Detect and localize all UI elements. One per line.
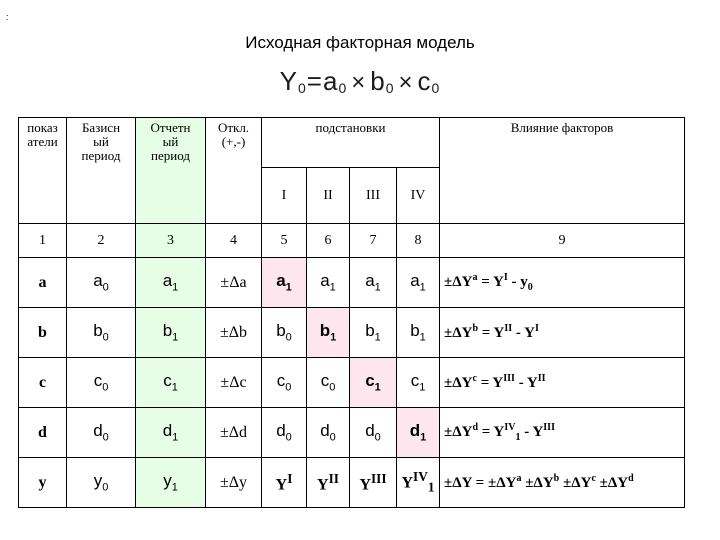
header-influence: Влияние факторов [440,118,685,224]
formula-eq: = [306,66,323,96]
indicator-name: c [19,358,67,408]
col-number: 8 [397,224,440,258]
subst-col-i: I [262,168,307,224]
formula-y: Y [279,66,298,96]
subst-ii: $c_0$ [307,358,350,408]
indicator-name: a [19,258,67,308]
report-value: $y_1$ [136,458,206,508]
subst-iii: $Y^{III}$ [350,458,397,508]
influence-formula: $\pm\Delta Y = \pm\Delta Y^a \pm\Delta Y^b \pm\Delta Y^c \pm\Delta Y^d$ [440,458,685,508]
formula-b: b [370,66,386,96]
indicator-name: d [19,408,67,458]
base-value: $c_0$ [67,358,136,408]
base-value: $b_0$ [67,308,136,358]
table-row [19,358,685,408]
subst-ii: $a_1$ [307,258,350,308]
subst-i: $Y^I$ [262,458,307,508]
col-number: 3 [136,224,206,258]
col-number: 7 [350,224,397,258]
formula-c: c [417,66,432,96]
deviation-value: ±Δc [206,358,262,408]
col-number: 1 [19,224,67,258]
indicator-name: y [19,458,67,508]
col-number: 4 [206,224,262,258]
formula-a: a [322,66,339,96]
subst-i: $d_0$ [262,408,307,458]
header-indicators: показ атели [19,118,67,224]
subst-col-iii: III [350,168,397,224]
subst-i: $c_0$ [262,358,307,408]
header-base-period: Базисн ый период [67,118,136,224]
col-number: 2 [67,224,136,258]
report-value: $a_1$ [136,258,206,308]
subst-iv: $b_1$ [397,308,440,358]
influence-formula: $\pm\Delta Y^b = Y^{II} - Y^I$ [440,308,685,358]
subst-col-iv: IV [397,168,440,224]
subst-col-ii: II [307,168,350,224]
table-row [19,408,685,458]
header-substitutions: подстановки [262,118,440,168]
base-value: $d_0$ [67,408,136,458]
header-report-period: Отчетн ый период [136,118,206,224]
deviation-value: ±Δy [206,458,262,508]
subst-ii: $b_1$ [307,308,350,358]
formula-times-1: × [351,69,367,96]
subst-iii: $d_0$ [350,408,397,458]
formula-c-sub: 0 [431,80,441,96]
col-number: 5 [262,224,307,258]
formula-times-2: × [398,69,414,96]
base-value: $y_0$ [67,458,136,508]
subst-iii: $c_1$ [350,358,397,408]
page-title: Исходная факторная модель [245,33,475,52]
subst-iv: $Y^{IV}_1$ [397,458,440,508]
formula-y-sub: 0 [298,80,307,96]
base-value: $a_0$ [67,258,136,308]
subst-iii: $b_1$ [350,308,397,358]
indicator-name: b [19,308,67,358]
col-number: 9 [440,224,685,258]
deviation-value: ±Δa [206,258,262,308]
header-deviation: Откл. (+,-) [206,118,262,224]
col-number: 6 [307,224,350,258]
corner-mark: : [6,12,9,22]
model-formula [0,66,720,97]
factor-table [18,117,685,508]
report-value: $c_1$ [136,358,206,408]
subst-iv: $a_1$ [397,258,440,308]
subst-i: $a_1$ [262,258,307,308]
report-value: $d_1$ [136,408,206,458]
table-row [19,458,685,508]
influence-formula: $\pm\Delta Y^a = Y^I - y_0$ [440,258,685,308]
table-row [19,308,685,358]
subst-iii: $a_1$ [350,258,397,308]
report-value: $b_1$ [136,308,206,358]
subst-ii: $Y^{II}$ [307,458,350,508]
subst-i: $b_0$ [262,308,307,358]
formula-a-sub: 0 [338,80,348,96]
formula-b-sub: 0 [385,80,395,96]
subst-ii: $d_0$ [307,408,350,458]
subst-iv: $d_1$ [397,408,440,458]
deviation-value: ±Δb [206,308,262,358]
subst-iv: $c_1$ [397,358,440,408]
deviation-value: ±Δd [206,408,262,458]
table-row [19,258,685,308]
influence-formula: $\pm\Delta Y^c = Y^{III} - Y^{II}$ [440,358,685,408]
influence-formula: $\pm\Delta Y^d = Y^{IV}_1 - Y^{III}$ [440,408,685,458]
